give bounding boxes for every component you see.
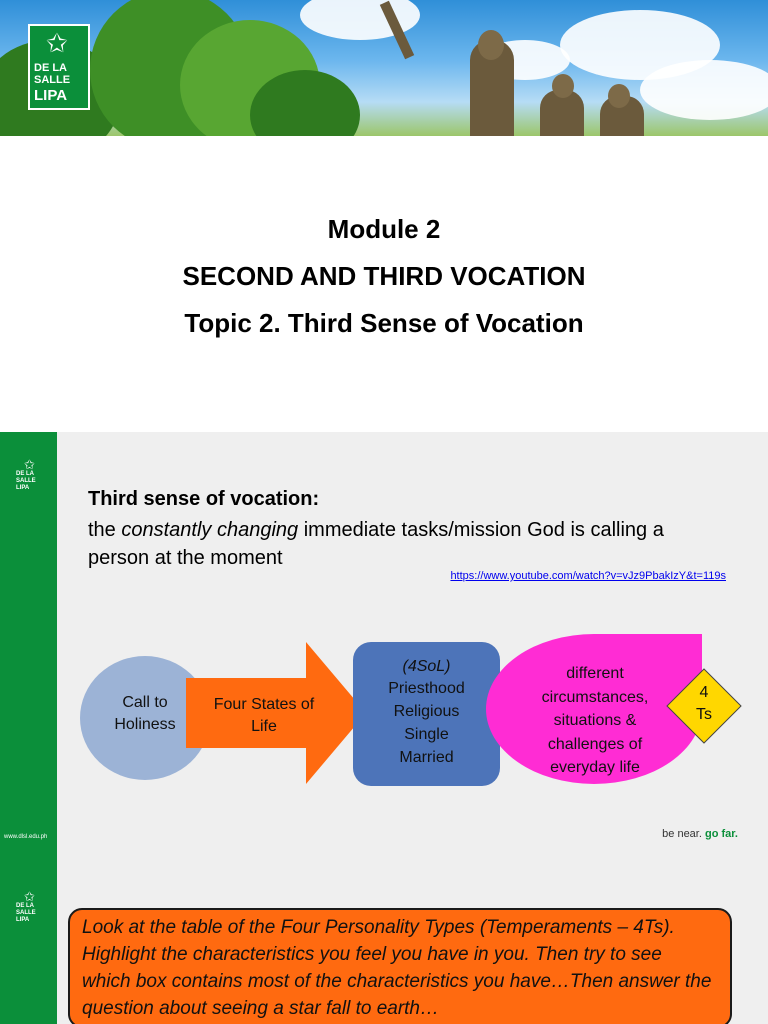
slide-sidebar [0, 432, 57, 864]
logo-text-line3: LIPA [16, 917, 30, 923]
logo-text-line3: LIPA [16, 485, 30, 491]
header-banner-image [0, 0, 768, 136]
four-sol-box [353, 642, 500, 786]
star-logo-icon: ✩ [24, 889, 35, 904]
circle-label: Call to Holiness [114, 694, 176, 733]
youtube-link[interactable]: https://www.youtube.com/watch?v=vJz9PbakIzY&t=119s [450, 570, 726, 582]
sol-line: Religious [393, 703, 460, 720]
definition-emphasis: constantly changing [121, 519, 299, 541]
blob-label: different circumstances, situations & challenges of everyday life [541, 665, 649, 776]
logo-text-line1: DE LA [34, 62, 67, 74]
slide-sidebar [0, 864, 57, 1024]
sol-line: Single [404, 726, 449, 743]
definition-part: immediate tasks/mission God is calling a person at the moment [88, 519, 664, 569]
definition-text [88, 516, 728, 572]
module-title: Module 2 [327, 214, 441, 244]
tagline-part: be near. [662, 828, 702, 840]
arrow-label: Four States of Life [213, 696, 315, 735]
title-block [0, 206, 768, 347]
diamond-label: 4 Ts [696, 684, 712, 723]
slide-third-sense [0, 432, 768, 864]
logo-text-line1: DE LA [16, 471, 34, 477]
star-logo-icon: ✩ [46, 28, 68, 58]
tagline [662, 828, 738, 840]
slide-heading: Third sense of vocation: [88, 488, 320, 510]
topic-title: Topic 2. Third Sense of Vocation [184, 308, 584, 338]
star-logo-icon: ✩ [24, 457, 35, 472]
logo-text-line3: LIPA [34, 87, 68, 104]
slide-instructions [0, 864, 768, 1024]
dlsl-logo [14, 458, 42, 494]
sol-line: (4SoL) [402, 658, 451, 675]
sol-line: Married [399, 749, 454, 766]
sol-line: Priesthood [388, 680, 465, 697]
tagline-part: go far. [704, 828, 738, 840]
instruction-text: Look at the table of the Four Personality Types (Temperaments – 4Ts). Highlight the characteristics you feel you have in you. Then try to see which box contains most of the characteristics you have…Then answer the question about seeing a star fall to earth… [82, 917, 712, 1019]
sidebar-url: www.dlsl.edu.ph [4, 834, 48, 840]
definition-part: the [88, 519, 122, 541]
logo-text-line1: DE LA [16, 903, 34, 909]
dlsl-logo [28, 24, 90, 110]
module-subtitle: SECOND AND THIRD VOCATION [182, 261, 586, 291]
logo-text-line2: SALLE [16, 478, 36, 484]
slide-title [0, 0, 768, 432]
logo-text-line2: SALLE [16, 910, 36, 916]
dlsl-logo [14, 890, 42, 926]
logo-text-line2: SALLE [34, 74, 71, 86]
